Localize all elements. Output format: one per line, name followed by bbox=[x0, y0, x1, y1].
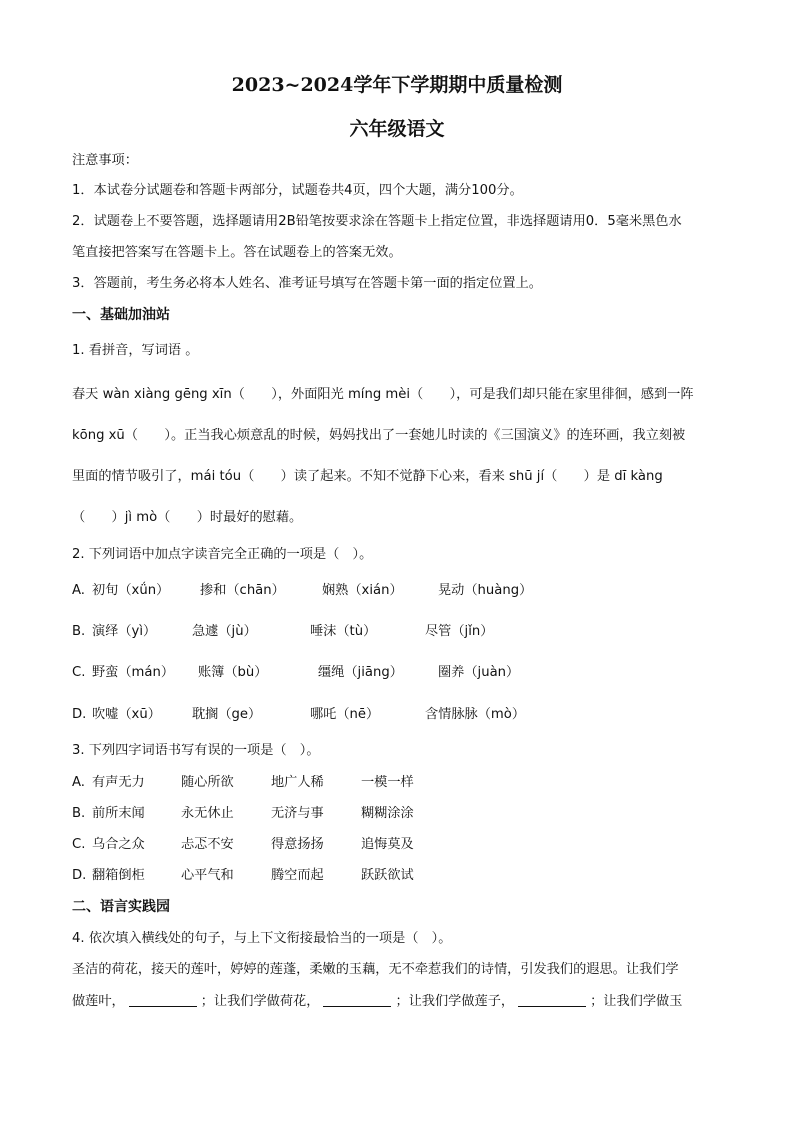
option-item: 账簿（bù） bbox=[198, 665, 268, 680]
option-letter: B. bbox=[72, 624, 86, 639]
passage-line: kōng xū（ ）。正当我心烦意乱的时候，妈妈找出了一套她儿时读的《三国演义》的连环画，我立刻被 bbox=[72, 428, 686, 443]
passage-line: 圣洁的荷花，接天的莲叶，婷婷的莲蓬，柔嫩的玉藕，无不牵惹我们的诗情，引发我们的遐思。让我们学 bbox=[72, 962, 679, 977]
option-letter: D. bbox=[72, 868, 87, 883]
option-item: 晃动（huàng） bbox=[438, 583, 533, 598]
passage-segment: 做莲叶， bbox=[72, 994, 125, 1009]
option-item: 娴熟（xián） bbox=[322, 583, 403, 598]
notice-item: 2．试题卷上不要答题，选择题请用2B铅笔按要求涂在答题卡上指定位置，非选择题请用0．5毫米黑色水 bbox=[72, 214, 682, 229]
option-letter: B. bbox=[72, 806, 86, 821]
question-stem: 2. 下列词语中加点字读音完全正确的一项是（ ）。 bbox=[72, 547, 373, 562]
option-item: 耽搁（ge） bbox=[192, 707, 262, 722]
exam-subtitle: 六年级语文 bbox=[349, 118, 445, 140]
option-item: 地广人稀 bbox=[271, 775, 324, 790]
fill-blank[interactable] bbox=[129, 992, 197, 1007]
passage-segment: ；让我们学做玉 bbox=[590, 994, 683, 1009]
passage-line: （ ）jì mò（ ）时最好的慰藉。 bbox=[72, 510, 303, 525]
option-item: 尽管（jǐn） bbox=[425, 624, 494, 639]
option-item: 无济与事 bbox=[271, 806, 324, 821]
option-item: 追悔莫及 bbox=[361, 837, 414, 852]
option-item: 乌合之众 bbox=[92, 837, 145, 852]
question-stem: 1. 看拼音，写词语 。 bbox=[72, 343, 199, 358]
option-item: 腾空而起 bbox=[271, 868, 324, 883]
option-item: 心平气和 bbox=[181, 868, 234, 883]
option-item: 缰绳（jiāng） bbox=[318, 665, 403, 680]
option-item: 得意扬扬 bbox=[271, 837, 324, 852]
notice-item: 笔直接把答案写在答题卡上。答在试题卷上的答案无效。 bbox=[72, 245, 402, 260]
option-item: 一模一样 bbox=[361, 775, 414, 790]
option-item: 含情脉脉（mò） bbox=[425, 707, 526, 722]
option-item: 前所末闻 bbox=[92, 806, 145, 821]
option-letter: D. bbox=[72, 707, 87, 722]
fill-blank[interactable] bbox=[518, 992, 586, 1007]
option-letter: C. bbox=[72, 665, 86, 680]
question-stem: 3. 下列四字词语书写有误的一项是（ ）。 bbox=[72, 743, 320, 758]
option-item: 吹嘘（xū） bbox=[92, 707, 161, 722]
option-item: 翻箱倒柜 bbox=[92, 868, 145, 883]
notice-heading: 注意事项： bbox=[72, 153, 138, 168]
section-heading: 二、语言实践园 bbox=[72, 899, 170, 915]
option-item: 野蛮（mán） bbox=[92, 665, 175, 680]
passage-segment: ；让我们学做莲子， bbox=[395, 994, 515, 1009]
option-item: 唾沫（tù） bbox=[310, 624, 377, 639]
passage-line bbox=[72, 992, 682, 1011]
question-stem: 4. 依次填入横线处的句子，与上下文衔接最恰当的一项是（ ）。 bbox=[72, 931, 452, 946]
option-item: 急遽（jù） bbox=[192, 624, 257, 639]
option-letter: A. bbox=[72, 775, 85, 790]
option-item: 有声无力 bbox=[92, 775, 145, 790]
passage-line: 里面的情节吸引了，mái tóu（ ）读了起来。不知不觉静下心来，看来 shū jí（ ）是 dī kàng bbox=[72, 469, 663, 484]
section-heading: 一、基础加油站 bbox=[72, 307, 170, 323]
option-item: 跃跃欲试 bbox=[361, 868, 414, 883]
option-item: 糊糊涂涂 bbox=[361, 806, 414, 821]
option-item: 忐忑不安 bbox=[181, 837, 234, 852]
option-item: 掺和（chān） bbox=[200, 583, 285, 598]
option-letter: A. bbox=[72, 583, 85, 598]
notice-item: 1．本试卷分试题卷和答题卡两部分，试题卷共4页，四个大题，满分100分。 bbox=[72, 183, 523, 198]
option-letter: C. bbox=[72, 837, 86, 852]
option-item: 初旬（xǘn） bbox=[92, 583, 170, 598]
passage-segment: ；让我们学做荷花， bbox=[200, 994, 320, 1009]
option-item: 圈养（juàn） bbox=[438, 665, 520, 680]
passage-line: 春天 wàn xiàng gēng xīn（ ），外面阳光 míng mèi（ ），可是我们却只能在家里徘徊，感到一阵 bbox=[72, 387, 694, 402]
option-item: 永无休止 bbox=[181, 806, 234, 821]
exam-title: 2023~2024学年下学期期中质量检测 bbox=[231, 74, 563, 96]
option-item: 随心所欲 bbox=[181, 775, 234, 790]
option-item: 演绎（yì） bbox=[92, 624, 157, 639]
fill-blank[interactable] bbox=[323, 992, 391, 1007]
notice-item: 3．答题前，考生务必将本人姓名、准考证号填写在答题卡第一面的指定位置上。 bbox=[72, 276, 542, 291]
option-item: 哪吒（nē） bbox=[310, 707, 380, 722]
